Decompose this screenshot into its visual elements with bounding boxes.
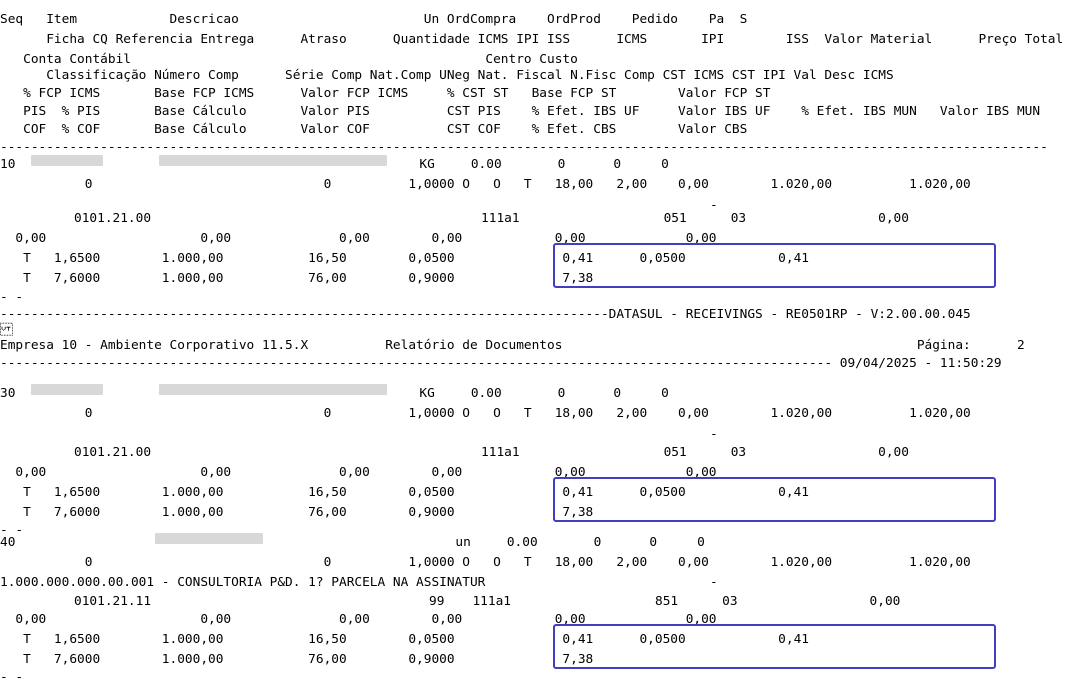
- block-30-pa: 0: [661, 386, 669, 401]
- block-40-cof-highlight-values: 0,9000 7,38: [408, 652, 594, 667]
- block-10-pa: 0: [661, 157, 669, 172]
- block-10-ordcompra: 0.00: [470, 157, 502, 172]
- block-10-fcp-line: 0,00 0,00 0,00 0,00 0,00 0,00: [0, 231, 717, 246]
- block-10-pis-line: [0, 249, 809, 269]
- block-40-un: un: [455, 535, 471, 550]
- header-row-1: Seq Item Descricao Un OrdCompra OrdProd Pedido Pa S: [0, 12, 748, 27]
- block-40-ordprod: 0: [593, 535, 602, 550]
- block-40-conta-contabil: 0101.21.11: [74, 594, 152, 609]
- block-40-cof-line: [0, 650, 593, 670]
- block-40-cst-ipi: 03: [722, 594, 738, 609]
- block-10-seq: 10: [0, 157, 16, 172]
- block-30-nat-fiscal: 111a1: [481, 445, 520, 460]
- block-40-account-line: [0, 592, 900, 612]
- block-30-descricao-redacted: [159, 384, 387, 395]
- block-10-cof-prefix: T 7,6000 1.000,00 76,00: [0, 271, 409, 286]
- block-30-values-line: 0 0 1,0000 O O T 18,00 2,00 0,00 1.020,00 1.020,00: [0, 406, 971, 421]
- block-30-ordcompra: 0.00: [470, 386, 502, 401]
- block-30-account-line: [0, 443, 909, 463]
- block-40-val-desc-icms: 0,00: [869, 594, 901, 609]
- block-10-end-marker: - -: [0, 290, 24, 305]
- block-40-nat-fiscal: 111a1: [472, 594, 511, 609]
- block-40-seq: 40: [0, 535, 16, 550]
- block-30-val-desc-icms: 0,00: [878, 445, 909, 460]
- block-30-pis-highlight-values: 0,0500 0,41 0,0500 0,41: [408, 485, 809, 500]
- header-separator: ----------------------------------------------------------------------------------------------------------------------------------------: [0, 140, 1048, 155]
- block-10-cst-ipi: 03: [730, 211, 747, 226]
- datetime-line: ------------------------------------------------------------------------------------------------------------ 09/04/2025 - 11:50:29: [0, 356, 1002, 371]
- block-10-un: KG: [419, 157, 435, 172]
- block-40-dash: -: [710, 575, 718, 590]
- block-10-nat-fiscal: 111a1: [481, 211, 520, 226]
- block-10-values-line: 0 0 1,0000 O O T 18,00 2,00 0,00 1.020,00 1.020,00: [0, 177, 971, 192]
- block-40-ordcompra: 0.00: [506, 535, 538, 550]
- block-30-ordprod: 0: [557, 386, 566, 401]
- block-10-cof-line: [0, 269, 593, 289]
- block-40-cst-icms: 851: [655, 594, 679, 609]
- block-30-pis-line: [0, 483, 809, 503]
- block-30-cst-icms: 051: [663, 445, 687, 460]
- header-row-3: Conta Contábil Centro Custo: [0, 52, 578, 67]
- header-row-7: COF % COF Base Cálculo Valor COF CST COF % Efet. CBS Valor CBS: [0, 122, 748, 137]
- block-10-descricao-redacted: [159, 155, 387, 166]
- header-row-2: Ficha CQ Referencia Entrega Atraso Quantidade ICMS IPI ISS ICMS IPI ISS Valor Material Preço Total: [0, 32, 1064, 47]
- block-10-seq-line: [0, 155, 669, 175]
- block-40-seq-line: [0, 533, 705, 553]
- block-40-values-line: 0 0 1,0000 O O T 18,00 2,00 0,00 1.020,00 1.020,00: [0, 555, 971, 570]
- datasul-footer-line: -------------------------------------------------------------------------------DATASUL - RECEIVINGS - RE0501RP - V:2.00.00.045: [0, 307, 971, 322]
- block-10-ordprod: 0: [557, 157, 566, 172]
- block-10-cof-highlight-values: 0,9000 7,38: [408, 271, 594, 286]
- block-40-cof-prefix: T 7,6000 1.000,00 76,00: [0, 652, 409, 667]
- block-30-fcp-line: 0,00 0,00 0,00 0,00 0,00 0,00: [0, 465, 717, 480]
- block-30-un: KG: [419, 386, 435, 401]
- block-40-numero-comp: 99: [429, 594, 445, 609]
- block-10-pis-prefix: T 1,6500 1.000,00 16,50: [0, 251, 409, 266]
- company-title-line: Empresa 10 - Ambiente Corporativo 11.5.X Relatório de Documentos Página: 2: [0, 338, 1025, 353]
- block-30-seq-line: [0, 384, 669, 404]
- block-40-pedido: 0: [649, 535, 658, 550]
- block-40-fcp-line: 0,00 0,00 0,00 0,00 0,00 0,00: [0, 612, 717, 627]
- block-10-dash: -: [710, 198, 718, 213]
- block-40-pis-line: [0, 630, 809, 650]
- header-row-5: % FCP ICMS Base FCP ICMS Valor FCP ICMS % CST ST Base FCP ST Valor FCP ST: [0, 86, 771, 101]
- block-10-pedido: 0: [613, 157, 622, 172]
- block-30-seq: 30: [0, 386, 16, 401]
- block-30-end-marker: - -: [0, 523, 24, 538]
- header-row-6: PIS % PIS Base Cálculo Valor PIS CST PIS % Efet. IBS UF Valor IBS UF % Efet. IBS MUN Valor IBS MUN: [0, 104, 1041, 119]
- block-30-cst-ipi: 03: [730, 445, 747, 460]
- block-40-pis-prefix: T 1,6500 1.000,00 16,50: [0, 632, 409, 647]
- block-30-conta-contabil: 0101.21.00: [74, 445, 152, 460]
- block-10-pis-highlight-values: 0,0500 0,41 0,0500 0,41: [408, 251, 809, 266]
- block-40-classificacao-line: 1.000.000.000.00.001 - CONSULTORIA P&D. 1? PARCELA NA ASSINATUR: [0, 575, 486, 590]
- block-40-pa: 0: [697, 535, 705, 550]
- block-10-item-redacted: [31, 155, 103, 166]
- block-10-val-desc-icms: 0,00: [878, 211, 909, 226]
- block-30-dash: -: [710, 427, 718, 442]
- block-40-descricao-redacted: [155, 533, 263, 544]
- block-30-cof-line: [0, 503, 593, 523]
- block-30-pedido: 0: [613, 386, 622, 401]
- block-40-end-marker: - -: [0, 670, 24, 685]
- block-10-account-line: [0, 209, 909, 229]
- block-30-cof-highlight-values: 0,9000 7,38: [408, 505, 594, 520]
- block-40-pis-highlight-values: 0,0500 0,41 0,0500 0,41: [408, 632, 809, 647]
- header-row-4: Classificação Número Comp Série Comp Nat.Comp UNeg Nat. Fiscal N.Fisc Comp CST ICMS CST IPI Val Desc ICMS: [0, 68, 894, 83]
- block-30-pis-prefix: T 1,6500 1.000,00 16,50: [0, 485, 409, 500]
- block-10-conta-contabil: 0101.21.00: [74, 211, 152, 226]
- block-30-item-redacted: [31, 384, 103, 395]
- block-10-cst-icms: 051: [663, 211, 687, 226]
- block-30-cof-prefix: T 7,6000 1.000,00 76,00: [0, 505, 409, 520]
